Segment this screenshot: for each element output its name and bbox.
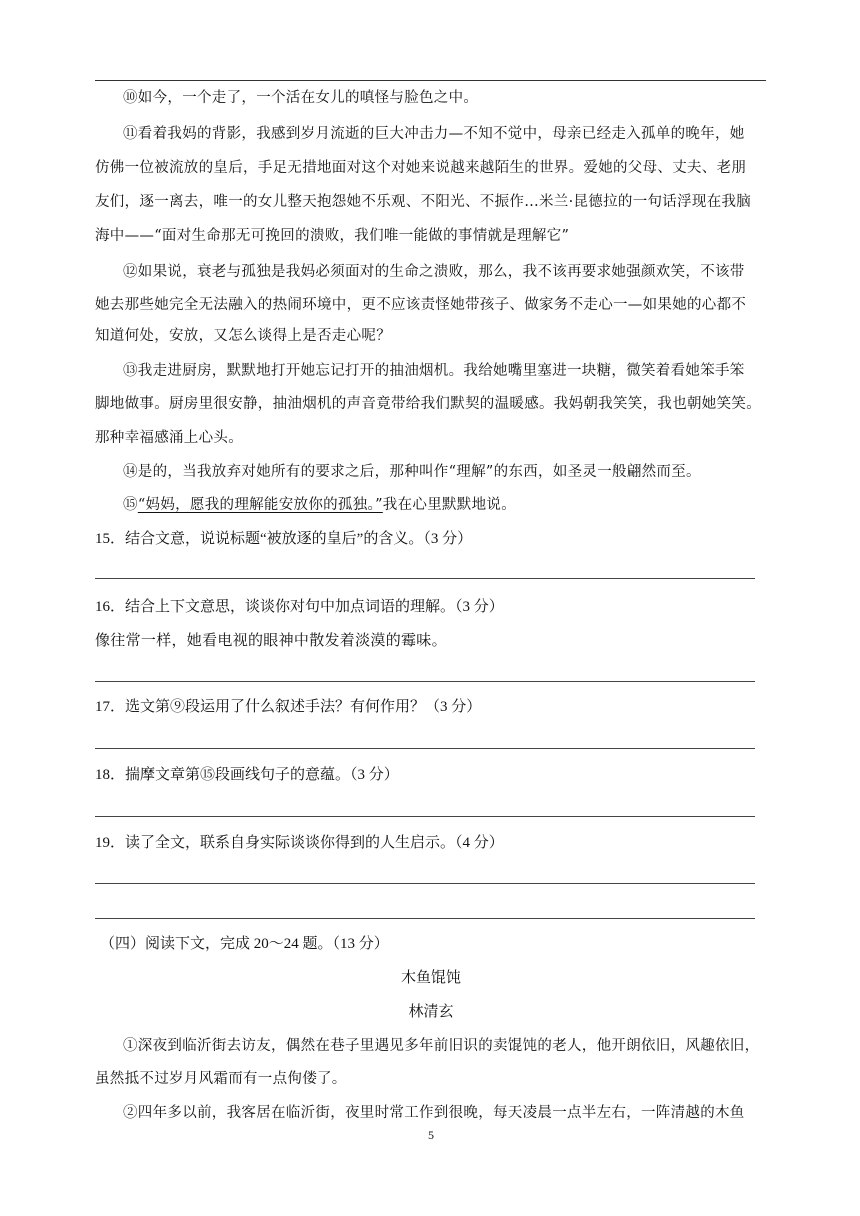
paragraph-15-number: ⑮ — [123, 497, 138, 513]
article-title: 木鱼馄饨 — [400, 968, 461, 986]
question-16: 16．结合上下文意思，谈谈你对句中加点词语的理解。（3 分） — [95, 599, 504, 615]
answer-line-19a[interactable] — [95, 883, 755, 884]
article-paragraph-1-line-2: 虽然抵不过岁月风霜而有一点佝偻了。 — [95, 1071, 347, 1087]
header-rule — [95, 80, 766, 81]
question-18: 18．揣摩文章第⑮段画线句子的意蕴。（3 分） — [95, 767, 399, 783]
paragraph-12-line-2: 她去那些她完全无法融入的热闹环境中，更不应该责怪她带孩子、做家务不走心一—如果她的心都不 — [95, 297, 747, 313]
paragraph-10: ⑩如今，一个走了，一个活在女儿的嗔怪与脸色之中。 — [123, 90, 479, 106]
question-16-sentence: 像往常一样，她看电视的眼神中散发着淡漠的霉味。 — [95, 631, 447, 649]
paragraph-11-line-4: 海中——“面对生命那无可挽回的溃败，我们唯一能做的事情就是理解它” — [95, 228, 570, 244]
paragraph-12-line-3: 知道何处，安放，又怎么谈得上是否走心呢？ — [95, 328, 391, 344]
paragraph-11-line-2: 仿佛一位被流放的皇后，手足无措地面对这个对她来说越来越陌生的世界。爱她的父母、丈夫、老朋 — [95, 160, 747, 176]
answer-line-19b[interactable] — [95, 918, 755, 919]
paragraph-11-line-3: 友们，逐一离去，唯一的女儿整天抱怨她不乐观、不阳光、不振作…米兰·昆德拉的一句话浮现在我脑 — [95, 194, 752, 210]
paragraph-15-suffix: 我在心里默默地说。 — [382, 497, 516, 513]
answer-line-18[interactable] — [95, 816, 755, 817]
answer-line-15[interactable] — [95, 578, 755, 579]
question-15: 15．结合文意，说说标题“被放逐的皇后”的含义。（3 分） — [95, 531, 473, 547]
paragraph-15-underlined-sentence: “妈妈，愿我的理解能安放你的孤独。” — [137, 497, 383, 513]
paragraph-13-line-3: 那种幸福感涌上心头。 — [95, 430, 243, 446]
page-number: 5 — [428, 1128, 434, 1142]
paragraph-13-line-1: ⑬我走进厨房，默默地打开她忘记打开的抽油烟机。我给她嘴里塞进一块糖，微笑着看她笨手笨 — [123, 363, 745, 379]
question-19: 19．读了全文，联系自身实际谈谈你得到的人生启示。（4 分） — [95, 835, 504, 851]
paragraph-15 — [123, 495, 767, 515]
section-four-heading: （四）阅读下文，完成 20～24 题。（13 分） — [100, 936, 389, 952]
paragraph-12-line-1: ⑫如果说，衰老与孤独是我妈必须面对的生命之溃败，那么，我不该再要求她强颜欢笑，不该带 — [123, 264, 745, 280]
article-paragraph-2-line-1: ②四年多以前，我客居在临沂街，夜里时常工作到很晚，每天凌晨一点半左右，一阵清越的木鱼 — [123, 1105, 745, 1121]
article-paragraph-1-line-1: ①深夜到临沂街去访友，偶然在巷子里遇见多年前旧识的卖馄饨的老人，他开朗依旧，风趣依旧， — [123, 1038, 760, 1054]
article-author: 林清玄 — [408, 1002, 454, 1020]
paragraph-13-line-2: 脚地做事。厨房里很安静，抽油烟机的声音竟带给我们默契的温暖感。我妈朝我笑笑，我也朝她笑笑。 — [95, 396, 761, 412]
paragraph-14: ⑭是的，当我放弃对她所有的要求之后，那种叫作“理解”的东西，如圣灵一般翩然而至。 — [123, 464, 701, 480]
answer-line-17[interactable] — [95, 748, 755, 749]
answer-line-16[interactable] — [95, 681, 755, 682]
paragraph-11-line-1: ⑪看着我妈的背影，我感到岁月流逝的巨大冲击力—不知不觉中，母亲已经走入孤单的晚年，她 — [123, 126, 745, 142]
question-17: 17．选文第⑨段运用了什么叙述手法？有何作用？（3 分） — [95, 699, 482, 715]
